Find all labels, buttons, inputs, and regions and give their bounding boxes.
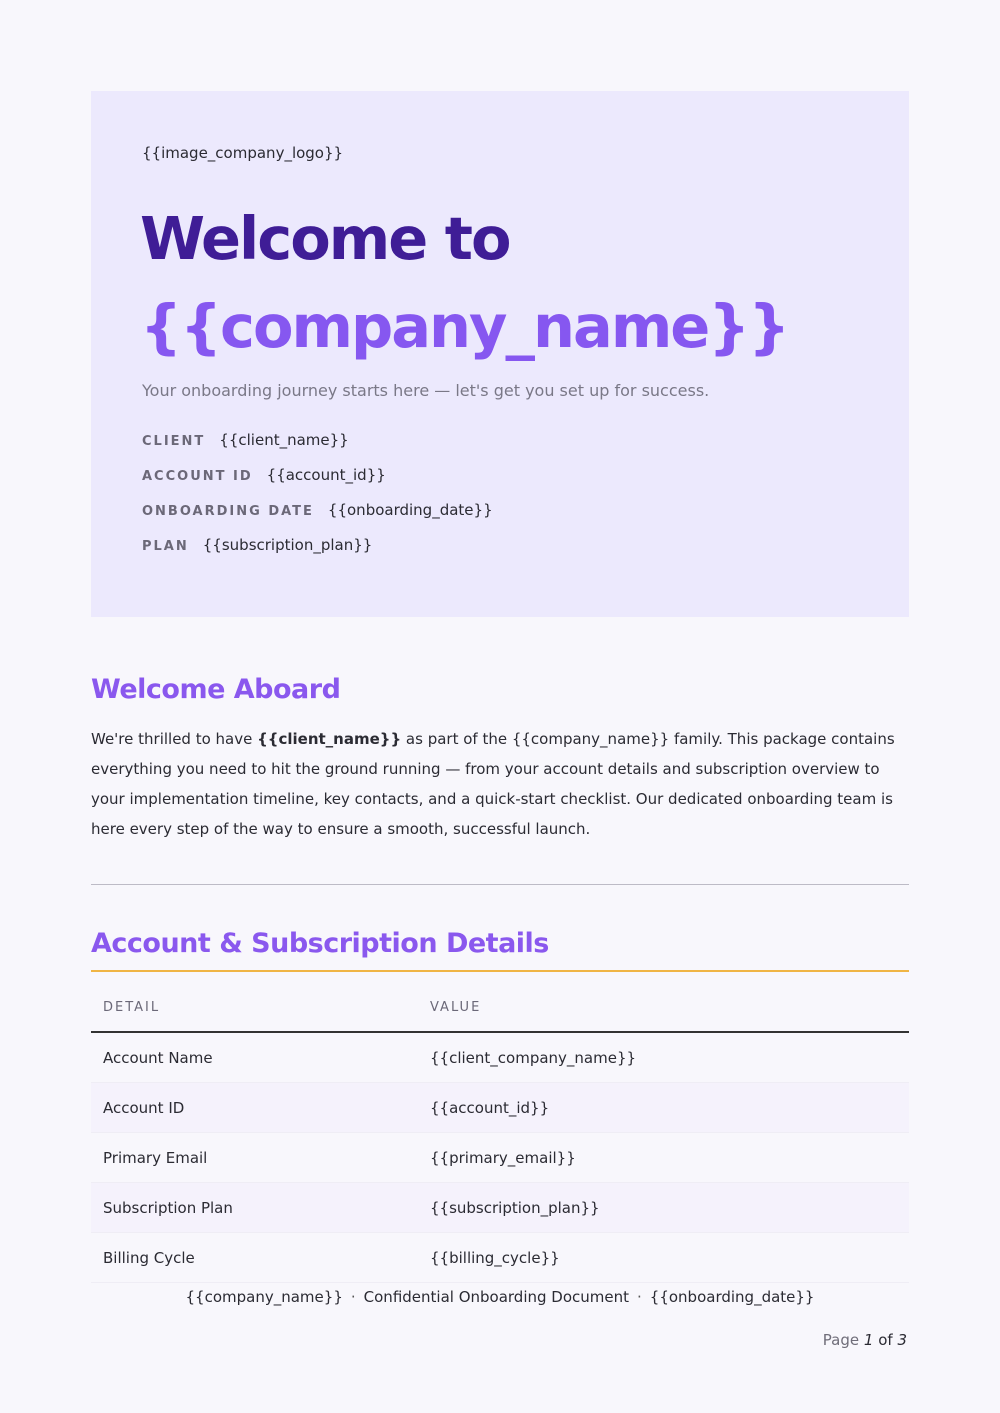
detail-cell: Account ID	[91, 1083, 418, 1133]
footer-date: {{onboarding_date}}	[649, 1288, 815, 1306]
page-footer	[0, 1288, 1000, 1306]
page-number	[823, 1331, 907, 1349]
welcome-text-rest: as part of the {{company_name}} family. This package contains everything you need to hit the ground running — from your account details and subscription overview to your implementation timeline, key contacts, and a quick-start checklist. Our dedicated onboarding team is here every step of the way to ensure a smooth, successful launch.	[91, 730, 895, 838]
hero-banner	[91, 91, 909, 617]
meta-row-client	[142, 431, 493, 466]
table-header-row	[91, 983, 909, 1032]
hero-title	[140, 195, 788, 371]
value-cell: {{subscription_plan}}	[418, 1183, 909, 1233]
detail-cell: Account Name	[91, 1032, 418, 1083]
welcome-paragraph	[91, 724, 901, 844]
page-of: of	[878, 1331, 893, 1349]
column-header-value: VALUE	[418, 983, 909, 1032]
value-cell: {{account_id}}	[418, 1083, 909, 1133]
footer-separator: ·	[637, 1288, 642, 1306]
detail-cell: Subscription Plan	[91, 1183, 418, 1233]
meta-value: {{client_name}}	[219, 431, 349, 449]
column-header-detail: DETAIL	[91, 983, 418, 1032]
meta-value: {{subscription_plan}}	[202, 536, 373, 554]
table-row	[91, 1183, 909, 1233]
heading-underline	[91, 970, 909, 972]
meta-key: CLIENT	[142, 434, 206, 449]
footer-separator: ·	[350, 1288, 356, 1306]
hero-subtitle: Your onboarding journey starts here — let's get you set up for success.	[142, 381, 710, 400]
footer-company: {{company_name}}	[185, 1288, 343, 1306]
company-logo-placeholder: {{image_company_logo}}	[142, 144, 344, 162]
meta-row-account-id	[142, 466, 493, 501]
value-cell: {{primary_email}}	[418, 1133, 909, 1183]
footer-label: Confidential Onboarding Document	[363, 1288, 629, 1306]
table-row	[91, 1133, 909, 1183]
welcome-client-name: {{client_name}}	[257, 730, 402, 748]
meta-row-plan	[142, 536, 493, 571]
section-divider	[91, 884, 909, 885]
table-row	[91, 1083, 909, 1133]
hero-meta-list	[142, 431, 493, 571]
meta-value: {{account_id}}	[266, 466, 386, 484]
value-cell: {{billing_cycle}}	[418, 1233, 909, 1283]
page-current: 1	[863, 1331, 874, 1349]
meta-key: PLAN	[142, 539, 189, 554]
account-details-heading: Account & Subscription Details	[91, 928, 549, 959]
hero-title-line1: Welcome to	[140, 204, 510, 273]
table-row	[91, 1233, 909, 1283]
page-total: 3	[897, 1331, 907, 1349]
table-row	[91, 1032, 909, 1083]
detail-cell: Billing Cycle	[91, 1233, 418, 1283]
value-cell: {{client_company_name}}	[418, 1032, 909, 1083]
meta-key: ACCOUNT ID	[142, 469, 253, 484]
meta-value: {{onboarding_date}}	[327, 501, 493, 519]
hero-title-company-name: {{company_name}}	[140, 292, 789, 361]
meta-key: ONBOARDING DATE	[142, 504, 314, 519]
welcome-heading: Welcome Aboard	[91, 674, 341, 705]
detail-cell: Primary Email	[91, 1133, 418, 1183]
meta-row-onboarding-date	[142, 501, 493, 536]
welcome-text-start: We're thrilled to have	[91, 730, 258, 748]
account-details-table	[91, 983, 909, 1283]
page-prefix: Page	[822, 1331, 860, 1349]
